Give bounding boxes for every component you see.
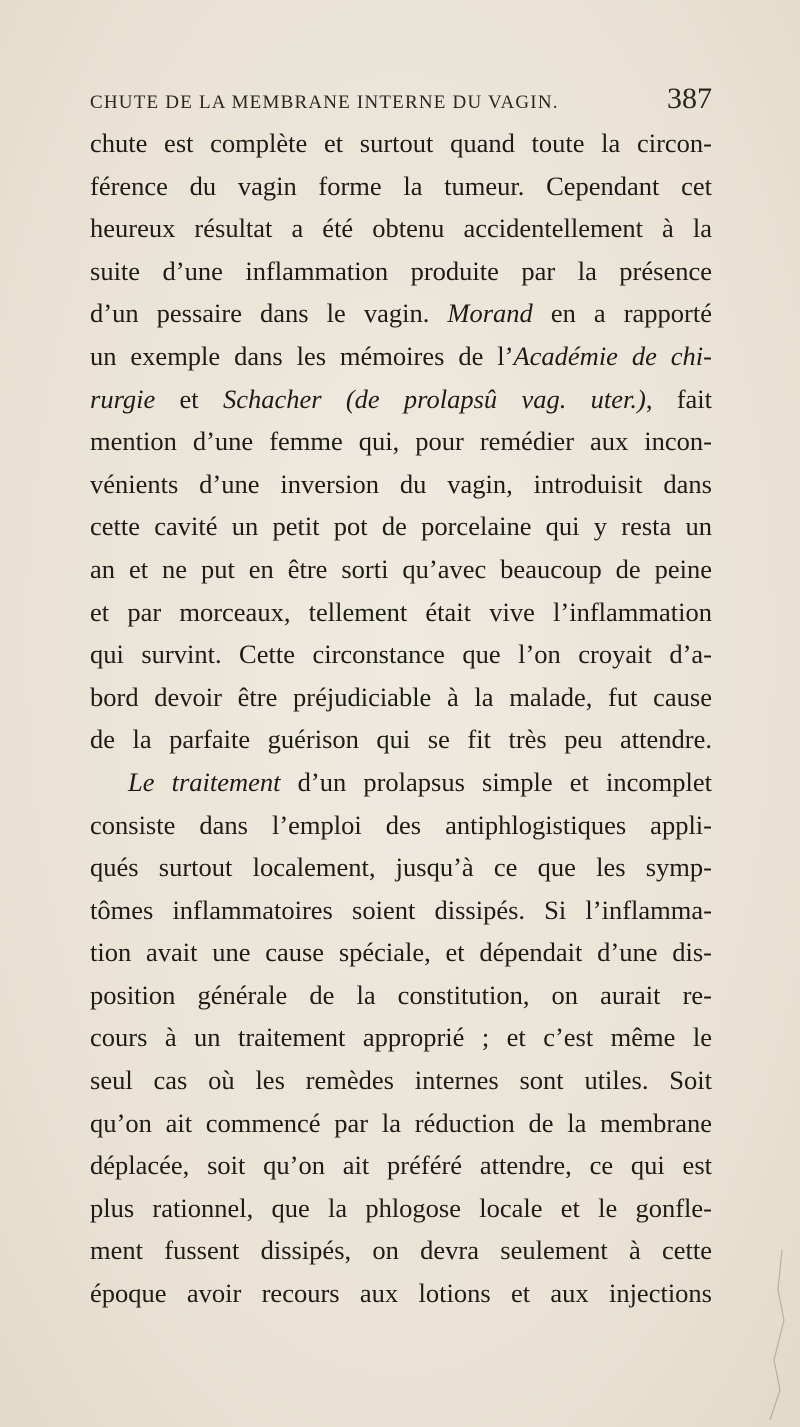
text-line: chute est complète et surtout quand toute la circon-	[90, 128, 712, 158]
text-line: tômes inflammatoires soient dissipés. Si l’inflamma-	[90, 894, 712, 925]
author-name: Morand	[447, 298, 533, 329]
page-header	[90, 82, 712, 116]
body-text	[90, 122, 712, 1315]
page-edge-mark	[760, 1250, 790, 1420]
text-line: seul cas où les remèdes internes sont utiles. Soit	[90, 1065, 712, 1096]
text-line: de la parfaite guérison qui se fit très peu attendre.	[90, 724, 712, 755]
text-line: d’un pessaire dans le vagin. Morand en a rapporté	[90, 298, 712, 329]
page-number: 387	[667, 82, 712, 115]
text-line: Le traitement d’un prolapsus simple et incomplet	[128, 766, 712, 797]
text-line: suite d’une inflammation produite par la présence	[90, 255, 712, 286]
institution-name: Académie de chi-	[513, 340, 712, 371]
text-line: vénients d’une inversion du vagin, introduisit dans	[90, 468, 712, 499]
text-line: époque avoir recours aux lotions et aux injections	[90, 1278, 712, 1309]
text-line: déplacée, soit qu’on ait préféré attendre, ce qui est	[90, 1150, 712, 1181]
citation: Schacher (de prolapsû vag. uter.)	[222, 383, 646, 414]
text-line: qu’on ait commencé par la réduction de la membrane	[90, 1107, 712, 1138]
text-line: bord devoir être préjudiciable à la malade, fut cause	[90, 681, 712, 712]
text-line: cours à un traitement approprié ; et c’est même le	[90, 1022, 712, 1053]
text-line: ment fussent dissipés, on devra seulement à cette	[90, 1235, 712, 1266]
text-line: qués surtout localement, jusqu’à ce que les symp-	[90, 852, 712, 883]
text-line: férence du vagin forme la tumeur. Cependant cet	[90, 170, 712, 201]
text-line: mention d’une femme qui, pour remédier aux incon-	[90, 426, 712, 457]
text-line: cette cavité un petit pot de porcelaine qui y resta un	[90, 511, 712, 542]
text-line: consiste dans l’emploi des antiphlogistiques appli-	[90, 809, 712, 840]
text-line: tion avait une cause spéciale, et dépendait d’une dis-	[90, 937, 712, 968]
section-heading: Le traitement	[128, 766, 281, 797]
text-line: un exemple dans les mémoires de l’Académie de chi-	[90, 340, 712, 371]
text-line: qui survint. Cette circonstance que l’on croyait d’a-	[90, 639, 712, 670]
text-line: et par morceaux, tellement était vive l’inflammation	[90, 596, 712, 627]
running-title: CHUTE DE LA MEMBRANE INTERNE DU VAGIN.	[90, 92, 559, 113]
text-line: rurgie et Schacher (de prolapsû vag. uter.), fait	[90, 383, 712, 414]
text-line: position générale de la constitution, on aurait re-	[90, 979, 712, 1010]
text-line: heureux résultat a été obtenu accidentellement à la	[90, 213, 712, 244]
text-line: an et ne put en être sorti qu’avec beaucoup de peine	[90, 553, 712, 584]
text-line: plus rationnel, que la phlogose locale et le gonfle-	[90, 1192, 712, 1223]
